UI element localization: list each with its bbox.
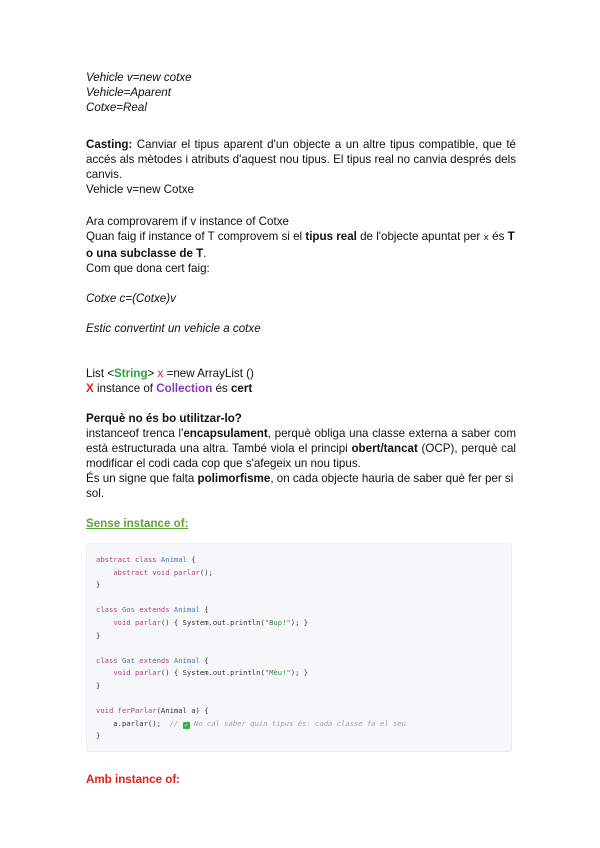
instanceof-line: Ara comprovarem if v instance of Cotxe [86, 215, 289, 228]
intro-line: Vehicle=Aparent [86, 86, 171, 99]
casting-text: Canviar el tipus aparent d'un objecte a un altre tipus compatible, que té accés als mètodes i atributs d'aquest nou tipus. El tipus real no canvia després dels canvis. [86, 138, 516, 181]
cast-note: Estic convertint un vehicle a cotxe [86, 322, 261, 335]
with-instanceof-heading: Amb instance of: [86, 772, 181, 786]
code-line: a.parlar(); // ✓ No cal saber quin tipus és: cada classe fa el seu [96, 718, 406, 729]
casting-paragraph [86, 137, 516, 182]
code-line: abstract class Animal { [96, 555, 196, 564]
why-paragraph-1: instanceof trenca l'encapsulament, perquè obliga una classe externa a saber com està estructurada una altra. També viola el principi obert/tancat (OCP), perquè cal modificar el codi cada cop que s'afegeix un nou tipus. [86, 427, 516, 470]
why-heading: Perquè no és bo utilitzar-lo? [86, 412, 242, 425]
code-line: void ferParlar(Animal a) { [96, 706, 209, 716]
code-block [86, 543, 512, 752]
code-line: void parlar() { System.out.println("Mèu!"); } [113, 668, 309, 678]
code-line: void parlar() { System.out.println("Bup!"); } [113, 617, 309, 627]
list-instanceof-statement: X instance of Collection és cert [86, 382, 253, 395]
code-line: } [96, 680, 101, 690]
code-line: class Gos extends Animal { [96, 605, 209, 615]
document-content [86, 70, 516, 787]
casting-example: Vehicle v=new Cotxe [86, 183, 194, 196]
intro-line: Vehicle v=new cotxe [86, 71, 192, 84]
intro-line: Cotxe=Real [86, 101, 147, 114]
checkmark-icon: ✓ [184, 721, 188, 729]
code-line: } [96, 731, 101, 741]
instanceof-conclusion: Com que dona cert faig: [86, 262, 210, 275]
why-paragraph-2: És un signe que falta polimorfisme, on cada objecte hauria de saber què fer per si sol. [86, 472, 514, 500]
code-line: } [96, 630, 101, 640]
without-instanceof-heading: Sense instance of: [86, 517, 189, 530]
list-declaration: List <String> x =new ArrayList () [86, 367, 254, 380]
code-line: } [96, 580, 101, 590]
instanceof-explanation: Quan faig if instance of T comprovem si el tipus real de l'objecte apuntat per x és T o una subclasse de T. [86, 230, 515, 260]
casting-label: Casting: [86, 138, 133, 151]
cast-example: Cotxe c=(Cotxe)v [86, 292, 176, 305]
code-line: abstract void parlar(); [113, 567, 213, 577]
code-line: class Gat extends Animal { [96, 655, 209, 665]
